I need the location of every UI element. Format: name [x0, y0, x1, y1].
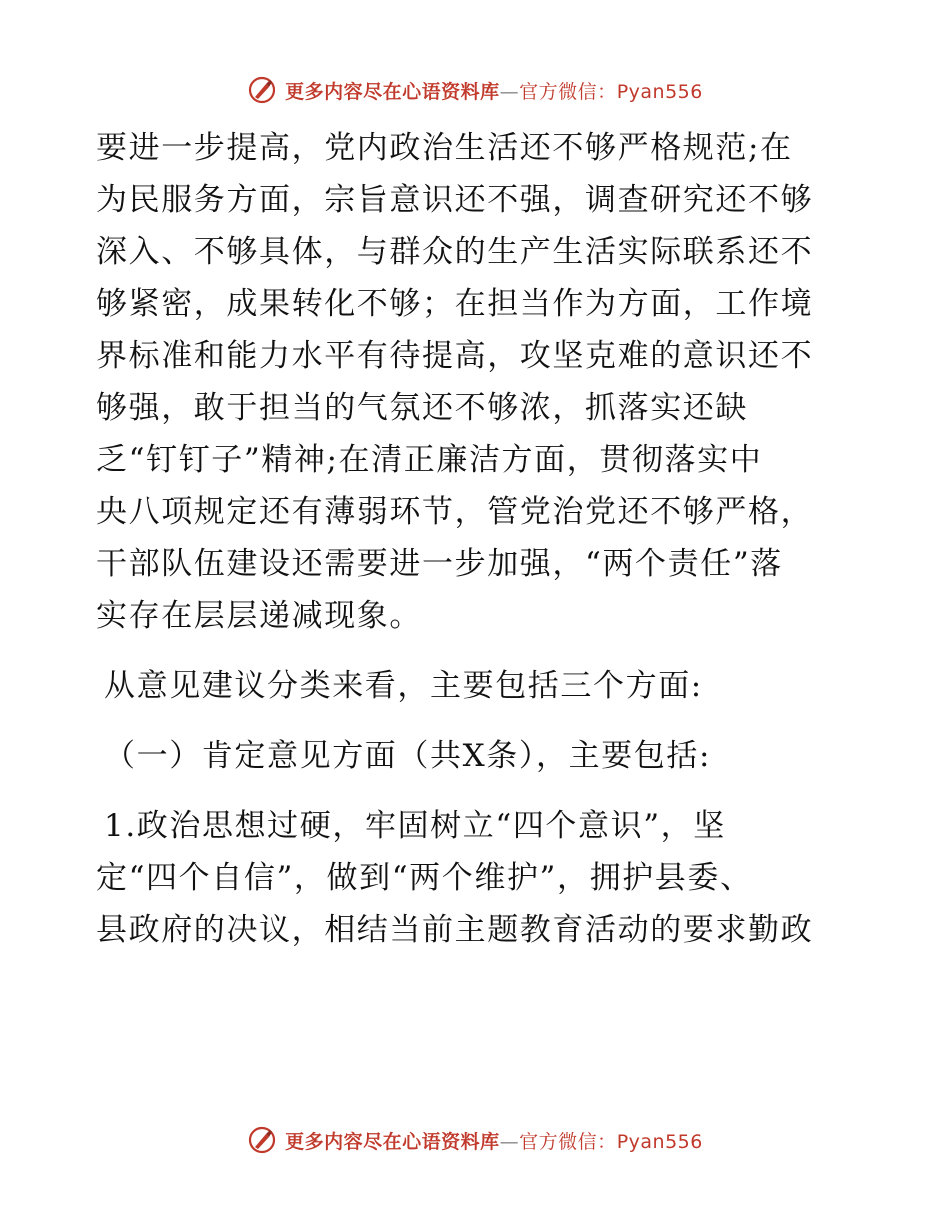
- watermark-wechat-id: Pyan556: [616, 1130, 703, 1153]
- watermark-wechat-label: 官方微信：: [519, 1130, 617, 1153]
- watermark-separator: —: [499, 80, 520, 103]
- text-line: 要进一步提高，党内政治生活还不够严格规范;在: [96, 130, 793, 166]
- watermark-wechat-label: 官方微信：: [519, 80, 617, 103]
- text-line: 从意见建议分类来看，主要包括三个方面:: [104, 668, 703, 704]
- text-line: 乏“钉钉子”精神;在清正廉洁方面，贯彻落实中: [96, 442, 763, 478]
- text-line: 定“四个自信”，做到“两个维护”，拥护县委、: [96, 860, 753, 896]
- text-line: 央八项规定还有薄弱环节，管党治党还不够严格，: [96, 494, 814, 530]
- paragraph-item-1: [96, 800, 856, 956]
- watermark-separator: —: [499, 1130, 520, 1153]
- watermark-wechat-id: Pyan556: [616, 80, 703, 103]
- watermark-site: 更多内容尽在心语资料库: [285, 1130, 500, 1153]
- text-line: 够强，敢于担当的气氛还不够浓，抓落实还缺: [96, 390, 748, 426]
- text-line: 干部队伍建设还需要进一步加强，“两个责任”落: [96, 546, 783, 582]
- watermark-text: [285, 1127, 703, 1154]
- header-watermark: [0, 70, 950, 110]
- paragraph-shortcomings: [96, 122, 856, 642]
- text-line: 深入、不够具体，与群众的生产生活实际联系还不: [96, 234, 814, 270]
- text-line: （一）肯定意见方面（共X条），主要包括:: [104, 738, 712, 774]
- document-body: [96, 122, 856, 956]
- watermark-site: 更多内容尽在心语资料库: [285, 80, 500, 103]
- footer-watermark: [0, 1120, 950, 1160]
- watermark-text: [285, 77, 703, 104]
- text-line: 县政府的决议，相结当前主题教育活动的要求勤政: [96, 912, 814, 948]
- text-line: 够紧密，成果转化不够；在担当作为方面，工作境: [96, 286, 814, 322]
- quill-logo-icon: [247, 1125, 277, 1155]
- text-line: 为民服务方面，宗旨意识还不强，调查研究还不够: [96, 182, 814, 218]
- text-line: 界标准和能力水平有待提高，攻坚克难的意识还不: [96, 338, 814, 374]
- quill-logo-icon: [247, 75, 277, 105]
- text-line: 1.政治思想过硬，牢固树立“四个意识”，坚: [104, 808, 726, 844]
- section-heading-positive: [96, 730, 856, 782]
- paragraph-classification: [96, 660, 856, 712]
- text-line: 实存在层层递减现象。: [96, 598, 422, 634]
